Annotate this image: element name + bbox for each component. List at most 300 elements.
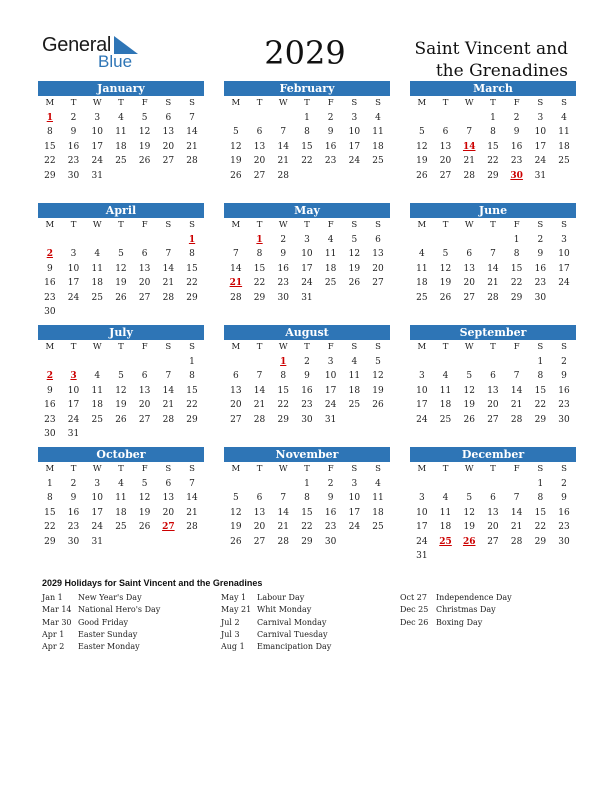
weekday-label: T — [70, 464, 77, 474]
day-cell: 27 — [463, 292, 475, 303]
holiday-date: Dec 26 — [400, 617, 429, 627]
day-cell: 25 — [91, 292, 103, 303]
day-cell: 22 — [301, 522, 313, 532]
day-cell: 28 — [162, 292, 175, 303]
day-cell: 23 — [534, 278, 547, 288]
day-cell: 28 — [277, 536, 289, 547]
weekday-header-row — [410, 96, 576, 111]
day-cell: 12 — [230, 507, 242, 518]
day-cell: 15 — [510, 263, 523, 274]
day-cell: 27 — [253, 170, 266, 181]
day-cell: 27 — [162, 156, 175, 166]
weekday-label: T — [304, 464, 310, 474]
day-cell: 10 — [91, 127, 103, 137]
week-row — [224, 413, 390, 428]
day-cell: 16 — [44, 278, 56, 288]
day-cell: 11 — [558, 127, 570, 137]
day-cell: 12 — [230, 141, 242, 152]
week-row — [410, 140, 576, 155]
day-cell: 5 — [466, 371, 473, 381]
week-row — [38, 413, 204, 428]
day-cell: 10 — [558, 249, 570, 259]
day-cell: 7 — [280, 127, 287, 137]
month-august — [224, 325, 390, 427]
day-cell: 4 — [418, 249, 425, 259]
day-cell: 31 — [416, 551, 428, 561]
day-cell: 22 — [44, 156, 56, 166]
day-cell: 12 — [138, 127, 151, 137]
weekday-label: M — [231, 342, 241, 352]
weekday-header-row — [224, 218, 390, 233]
day-cell: 1 — [490, 112, 496, 123]
day-cell: 3 — [351, 112, 358, 123]
weekday-label: S — [351, 220, 358, 230]
day-cell: 9 — [304, 371, 310, 381]
day-cell: 9 — [46, 385, 53, 396]
week-row — [38, 477, 204, 492]
day-cell: 11 — [324, 249, 337, 259]
day-cell: 4 — [375, 112, 381, 123]
day-cell: 20 — [162, 141, 175, 152]
day-cell: 11 — [439, 507, 452, 518]
day-cell: 27 — [230, 414, 242, 425]
month-title: April — [38, 203, 204, 218]
day-cell: 8 — [189, 371, 195, 381]
day-cell: 21 — [510, 400, 523, 410]
day-cell: 2 — [561, 478, 567, 489]
day-cell: 29 — [510, 292, 523, 303]
holiday-date: Jul 3 — [221, 629, 240, 639]
week-row — [224, 491, 390, 506]
month-september — [410, 325, 576, 427]
weekday-label: T — [256, 98, 263, 108]
week-row — [224, 169, 390, 184]
day-cell: 13 — [487, 385, 499, 396]
weekday-label: F — [141, 464, 148, 474]
day-cell: 22 — [534, 522, 547, 532]
weekday-label: W — [278, 342, 288, 352]
day-cell: 16 — [558, 385, 570, 396]
day-cell: 7 — [490, 249, 496, 259]
day-cell: 6 — [141, 371, 148, 381]
day-cell: 24 — [416, 536, 428, 547]
day-cell: 19 — [348, 263, 361, 274]
month-november — [224, 447, 390, 549]
holiday-name: Carnival Tuesday — [257, 629, 328, 639]
weekday-label: M — [45, 464, 55, 474]
weekday-label: M — [417, 342, 427, 352]
weekday-label: W — [464, 464, 474, 474]
day-cell: 16 — [324, 141, 337, 152]
day-cell: 30 — [67, 536, 80, 547]
day-cell: 7 — [189, 112, 195, 123]
holiday-date: Jan 1 — [42, 593, 63, 602]
weekday-label: T — [442, 464, 449, 474]
day-cell: 4 — [375, 478, 381, 489]
day-cell: 13 — [138, 385, 151, 396]
day-cell: 20 — [487, 400, 499, 410]
holiday-date: Oct 27 — [400, 593, 427, 602]
week-row — [224, 369, 390, 384]
day-cell: 7 — [165, 371, 172, 381]
weekday-label: S — [537, 464, 544, 474]
day-cell: 7 — [513, 493, 520, 503]
day-cell: 23 — [558, 522, 570, 532]
week-row — [38, 276, 204, 291]
day-cell: 24 — [301, 278, 313, 288]
weekday-header-row — [38, 340, 204, 355]
day-cell: 9 — [327, 127, 334, 137]
day-cell: 7 — [189, 478, 195, 489]
day-cell: 25 — [372, 156, 384, 166]
week-row — [38, 125, 204, 140]
weekday-label: T — [304, 342, 310, 352]
weekday-label: S — [351, 342, 358, 352]
day-cell: 25 — [416, 292, 428, 303]
day-cell: 30 — [301, 414, 313, 425]
day-cell: 28 — [162, 414, 175, 425]
weekday-label: W — [92, 98, 102, 108]
holiday-name: National Hero's Day — [78, 605, 161, 615]
day-cell: 24 — [67, 414, 80, 425]
weekday-label: S — [165, 220, 172, 230]
day-cell: 5 — [141, 112, 148, 123]
day-cell: 4 — [94, 249, 101, 259]
day-cell: 10 — [416, 385, 428, 396]
day-cell: 27 — [487, 536, 499, 547]
day-cell: 19 — [115, 400, 127, 410]
day-cell: 19 — [463, 400, 475, 410]
day-cell: 5 — [351, 234, 358, 245]
day-cell: 23 — [324, 522, 337, 532]
day-cell: 6 — [442, 127, 449, 137]
weekday-label: F — [513, 98, 520, 108]
day-cell: 26 — [439, 292, 452, 303]
day-cell: 17 — [534, 141, 547, 152]
weekday-label: F — [327, 220, 334, 230]
day-cell: 9 — [280, 249, 287, 259]
holiday-day-cell: 1 — [188, 234, 196, 245]
day-cell: 28 — [230, 292, 242, 303]
weekday-label: S — [375, 342, 381, 352]
day-cell: 28 — [510, 414, 523, 425]
month-title: January — [38, 81, 204, 96]
day-cell: 18 — [115, 507, 127, 518]
week-row — [410, 262, 576, 277]
day-cell: 24 — [558, 278, 570, 288]
weekday-label: T — [70, 98, 77, 108]
holiday-day-cell: 25 — [439, 536, 452, 547]
calendar-year: 2029 — [264, 34, 346, 72]
day-cell: 11 — [91, 385, 103, 396]
day-cell: 6 — [165, 478, 172, 489]
day-cell: 13 — [439, 141, 452, 152]
logo-text-general: General — [42, 34, 112, 56]
day-cell: 26 — [138, 156, 151, 166]
holiday-name: Whit Monday — [257, 605, 312, 615]
week-row — [224, 384, 390, 399]
day-cell: 15 — [277, 385, 289, 396]
day-cell: 15 — [301, 141, 313, 152]
day-cell: 17 — [324, 385, 337, 396]
holiday-date: Aug 1 — [221, 642, 245, 652]
month-april — [38, 203, 204, 320]
day-cell: 20 — [487, 522, 499, 532]
day-cell: 8 — [189, 249, 195, 259]
day-cell: 13 — [162, 127, 175, 137]
day-cell: 4 — [118, 478, 124, 489]
month-title: September — [410, 325, 576, 340]
weekday-header-row — [38, 96, 204, 111]
day-cell: 11 — [115, 127, 127, 137]
weekday-label: M — [417, 464, 427, 474]
week-row — [38, 111, 204, 126]
weekday-label: W — [278, 98, 288, 108]
week-row — [38, 398, 204, 413]
day-cell: 14 — [186, 493, 198, 503]
day-cell: 3 — [351, 478, 358, 489]
weekday-label: F — [513, 464, 520, 474]
weekday-label: M — [231, 98, 241, 108]
day-cell: 30 — [44, 307, 56, 317]
day-cell: 7 — [466, 127, 473, 137]
day-cell: 29 — [44, 536, 56, 547]
day-cell: 10 — [301, 249, 313, 259]
holiday-day-cell: 1 — [256, 234, 263, 245]
day-cell: 21 — [463, 156, 475, 166]
day-cell: 4 — [327, 234, 334, 245]
day-cell: 19 — [138, 507, 151, 518]
day-cell: 22 — [534, 400, 547, 410]
day-cell: 14 — [510, 507, 523, 518]
day-cell: 12 — [348, 249, 361, 259]
week-row — [410, 247, 576, 262]
week-row — [38, 427, 204, 442]
day-cell: 2 — [327, 478, 334, 489]
day-cell: 15 — [44, 141, 56, 152]
day-cell: 23 — [301, 400, 313, 410]
day-cell: 24 — [348, 522, 361, 532]
weekday-label: S — [351, 98, 358, 108]
holiday-name: Carnival Monday — [257, 617, 327, 627]
day-cell: 19 — [463, 522, 475, 532]
day-cell: 31 — [67, 429, 80, 439]
day-cell: 20 — [230, 400, 242, 410]
weekday-label: S — [537, 98, 544, 108]
day-cell: 20 — [463, 278, 475, 288]
day-cell: 30 — [558, 536, 570, 547]
day-cell: 13 — [253, 141, 266, 152]
day-cell: 26 — [372, 400, 384, 410]
week-row — [38, 233, 204, 248]
weekday-label: T — [118, 464, 124, 474]
weekday-label: T — [490, 220, 496, 230]
day-cell: 14 — [487, 263, 499, 274]
day-cell: 7 — [280, 493, 287, 503]
day-cell: 10 — [91, 493, 103, 503]
day-cell: 5 — [418, 127, 425, 137]
day-cell: 6 — [490, 493, 496, 503]
weekday-label: T — [442, 342, 449, 352]
day-cell: 16 — [510, 141, 523, 152]
day-cell: 18 — [91, 400, 103, 410]
day-cell: 8 — [537, 493, 544, 503]
day-cell: 24 — [67, 292, 80, 303]
weekday-label: T — [70, 220, 77, 230]
holiday-date: Apr 1 — [42, 629, 65, 639]
day-cell: 5 — [141, 478, 148, 489]
day-cell: 6 — [490, 371, 496, 381]
week-row — [410, 369, 576, 384]
week-row — [38, 369, 204, 384]
day-cell: 14 — [277, 507, 289, 518]
weekday-label: T — [118, 220, 124, 230]
day-cell: 26 — [230, 536, 242, 547]
day-cell: 31 — [301, 292, 313, 303]
holiday-date: May 21 — [221, 605, 252, 615]
week-row — [38, 491, 204, 506]
day-cell: 30 — [534, 292, 547, 303]
day-cell: 11 — [348, 371, 361, 381]
day-cell: 14 — [230, 263, 242, 274]
day-cell: 5 — [118, 249, 124, 259]
month-october — [38, 447, 204, 549]
day-cell: 17 — [67, 278, 80, 288]
month-title: December — [410, 447, 576, 462]
day-cell: 14 — [162, 385, 175, 396]
week-row — [224, 477, 390, 492]
day-cell: 31 — [534, 170, 547, 181]
country-name — [380, 38, 568, 82]
weekday-label: F — [327, 342, 334, 352]
weekday-label: W — [464, 98, 474, 108]
day-cell: 26 — [138, 522, 151, 532]
day-cell: 2 — [280, 234, 287, 245]
weekday-label: S — [375, 220, 381, 230]
weekday-label: S — [537, 342, 544, 352]
day-cell: 5 — [232, 493, 239, 503]
day-cell: 19 — [230, 522, 242, 532]
day-cell: 28 — [277, 170, 289, 181]
brand-logo — [42, 34, 142, 74]
week-row — [38, 291, 204, 306]
holiday-day-cell: 14 — [462, 141, 476, 152]
day-cell: 3 — [418, 493, 425, 503]
day-cell: 22 — [253, 278, 266, 288]
holiday-day-cell: 1 — [280, 356, 287, 367]
day-cell: 15 — [301, 507, 313, 518]
day-cell: 13 — [138, 263, 151, 274]
day-cell: 13 — [463, 263, 475, 274]
day-cell: 2 — [304, 356, 310, 367]
day-cell: 28 — [487, 292, 499, 303]
week-row — [38, 520, 204, 535]
day-cell: 25 — [324, 278, 337, 288]
day-cell: 2 — [327, 112, 334, 123]
day-cell: 6 — [466, 249, 473, 259]
holiday-day-cell: 3 — [70, 371, 77, 381]
holiday-name: Christmas Day — [436, 605, 496, 615]
weekday-header-row — [410, 218, 576, 233]
day-cell: 28 — [253, 414, 266, 425]
weekday-label: F — [513, 342, 520, 352]
day-cell: 16 — [67, 141, 80, 152]
day-cell: 16 — [277, 263, 289, 274]
month-title: February — [224, 81, 390, 96]
weekday-label: S — [189, 220, 195, 230]
week-row — [410, 384, 576, 399]
day-cell: 29 — [44, 170, 56, 181]
day-cell: 10 — [348, 493, 361, 503]
country-name-line-2: the Grenadines — [435, 61, 568, 81]
weekday-label: S — [375, 98, 381, 108]
day-cell: 8 — [304, 493, 310, 503]
weekday-label: T — [490, 342, 496, 352]
day-cell: 5 — [442, 249, 449, 259]
day-cell: 28 — [186, 522, 198, 532]
day-cell: 1 — [304, 112, 310, 123]
weekday-label: T — [118, 98, 124, 108]
day-cell: 4 — [94, 371, 101, 381]
day-cell: 22 — [301, 156, 313, 166]
day-cell: 21 — [277, 156, 289, 166]
week-row — [224, 247, 390, 262]
day-cell: 21 — [487, 278, 499, 288]
day-cell: 18 — [115, 141, 127, 152]
day-cell: 10 — [416, 507, 428, 518]
day-cell: 21 — [253, 400, 266, 410]
weekday-label: S — [351, 464, 358, 474]
month-title: June — [410, 203, 576, 218]
weekday-label: F — [327, 98, 334, 108]
week-row — [410, 291, 576, 306]
day-cell: 3 — [70, 249, 77, 259]
day-cell: 28 — [186, 156, 198, 166]
day-cell: 26 — [463, 414, 475, 425]
day-cell: 12 — [115, 385, 127, 396]
week-row — [38, 169, 204, 184]
weekday-label: T — [256, 220, 263, 230]
day-cell: 15 — [186, 263, 198, 274]
day-cell: 15 — [44, 507, 56, 518]
week-row — [410, 125, 576, 140]
holiday-day-cell: 1 — [46, 112, 53, 123]
weekday-label: T — [304, 98, 310, 108]
day-cell: 9 — [70, 493, 77, 503]
day-cell: 23 — [558, 400, 570, 410]
day-cell: 17 — [348, 507, 361, 518]
day-cell: 14 — [510, 385, 523, 396]
day-cell: 13 — [162, 493, 175, 503]
day-cell: 13 — [372, 249, 384, 259]
day-cell: 2 — [561, 356, 567, 367]
day-cell: 18 — [416, 278, 428, 288]
day-cell: 27 — [439, 170, 452, 181]
weekday-label: W — [464, 342, 474, 352]
weekday-label: F — [141, 220, 148, 230]
day-cell: 28 — [510, 536, 523, 547]
holiday-name: Emancipation Day — [257, 642, 332, 652]
day-cell: 26 — [115, 292, 127, 303]
day-cell: 23 — [277, 278, 289, 288]
weekday-label: M — [417, 98, 427, 108]
day-cell: 1 — [537, 356, 544, 367]
week-row — [38, 305, 204, 320]
weekday-label: S — [561, 464, 567, 474]
day-cell: 6 — [256, 127, 263, 137]
day-cell: 8 — [490, 127, 496, 137]
week-row — [224, 291, 390, 306]
